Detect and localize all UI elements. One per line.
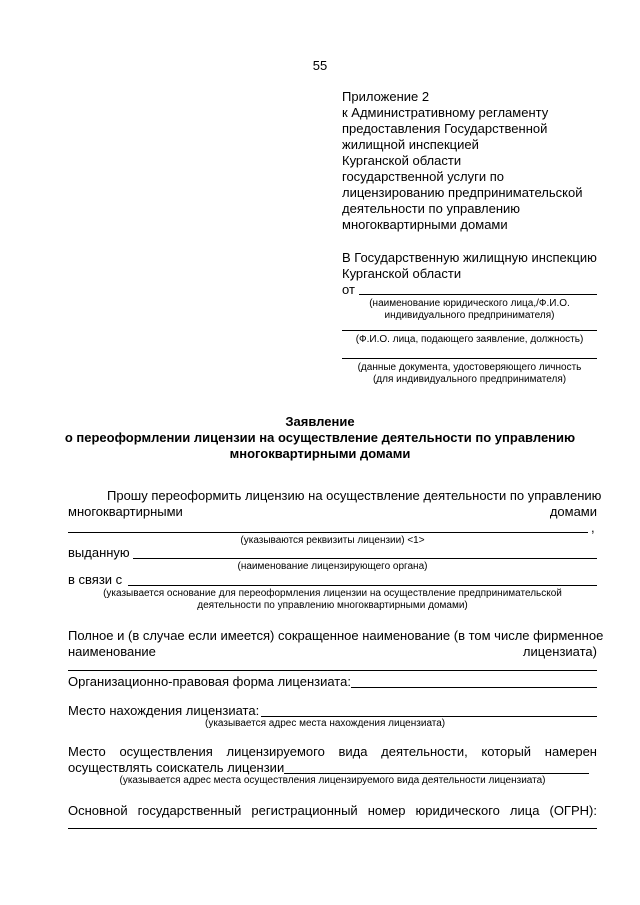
issued-field-line[interactable] [133,558,597,559]
reason-hint-1: (указывается основание для переоформления лицензии на осуществление предпринимательской [103,588,562,599]
addressee-line-2: Курганской области [342,266,462,281]
title-line-1: Заявление [285,414,355,429]
issued-label: выданную [68,545,130,560]
from-hint-2: индивидуального предпринимателя) [384,310,555,321]
request-line-2-left: многоквартирными [68,504,183,519]
reason-hint-2: деятельности по управлению многоквартирными домами) [197,600,468,611]
appendix-line: деятельности по управлению [342,201,521,216]
requisites-field-line[interactable] [68,532,588,533]
appendix-line: предоставления Государственной [342,121,548,136]
fullname-field-line[interactable] [68,670,597,671]
ogrn-field-line[interactable] [68,828,597,829]
ogrn-line [68,803,597,819]
document-hint-1: (данные документа, удостоверяющего личность [357,362,582,373]
activity-line-1 [68,744,597,760]
title-line-2: о переоформлении лицензии на осуществление деятельности по управлению [64,430,576,445]
location-hint: (указывается адрес места нахождения лицензиата) [205,718,446,729]
requisites-comma: , [591,520,595,535]
appendix-line: многоквартирными домами [342,217,508,232]
fullname-line-2 [68,644,597,660]
location-label: Место нахождения лицензиата: [68,703,260,718]
activity-hint: (указывается адрес места осуществления лицензируемого вида деятельности лицензиата) [119,775,546,786]
activity-word: вида [338,744,368,759]
ogrn-word: номер [367,803,406,818]
activity-word: Место [68,744,106,759]
appendix-line: государственной услуги по [342,169,505,184]
appendix-line: Приложение 2 [342,89,430,104]
person-field-line[interactable] [342,330,597,331]
appendix-line: Курганской области [342,153,462,168]
reason-field-line[interactable] [128,585,597,586]
location-field-line[interactable] [261,716,597,717]
ogrn-word: лица [509,803,540,818]
activity-word: деятельности, [381,744,468,759]
legal-form-field-line[interactable] [351,687,597,688]
activity-field-line[interactable] [284,773,589,774]
appendix-line: жилищной инспекцией [342,137,479,152]
addressee-line-1: В Государственную жилищную инспекцию [342,250,597,265]
ogrn-word: юридического [415,803,500,818]
document-field-line[interactable] [342,358,597,359]
document-hint-2: (для индивидуального предпринимателя) [372,374,567,385]
fullname-line-2-right: лицензиата) [522,644,597,659]
from-field-line[interactable] [359,294,597,295]
appendix-line: к Административному регламенту [342,105,549,120]
issued-hint: (наименование лицензирующего органа) [237,561,428,572]
fullname-line-2-left: наименование [68,644,156,659]
legal-form-label: Организационно-правовая форма лицензиата: [68,674,351,689]
activity-word: лицензируемого [226,744,325,759]
activity-word: намерен [544,744,597,759]
ogrn-word: государственный [137,803,242,818]
ogrn-word: регистрационный [251,803,358,818]
from-label: от [342,282,355,297]
requisites-hint: (указываются реквизиты лицензии) <1> [240,535,425,546]
ogrn-word: (ОГРН): [549,803,597,818]
activity-word: осуществления [119,744,213,759]
page-number: 55 [312,58,328,73]
appendix-block [342,89,582,233]
from-hint-1: (наименование юридического лица,/Ф.И.О. [369,298,570,309]
activity-word: который [481,744,532,759]
request-line-1: Прошу переоформить лицензию на осуществление деятельности по управлению [107,488,602,503]
request-line-2 [68,504,597,520]
activity-line-2: осуществлять соискатель лицензии [68,760,285,775]
title-line-3: многоквартирными домами [229,446,411,461]
person-hint: (Ф.И.О. лица, подающего заявление, должность) [355,334,584,345]
fullname-line-1: Полное и (в случае если имеется) сокращенное наименование (в том числе фирменное [68,628,604,643]
appendix-line: лицензированию предпринимательской [342,185,583,200]
request-line-2-right: домами [549,504,597,519]
ogrn-word: Основной [68,803,128,818]
reason-label: в связи с [68,572,123,587]
